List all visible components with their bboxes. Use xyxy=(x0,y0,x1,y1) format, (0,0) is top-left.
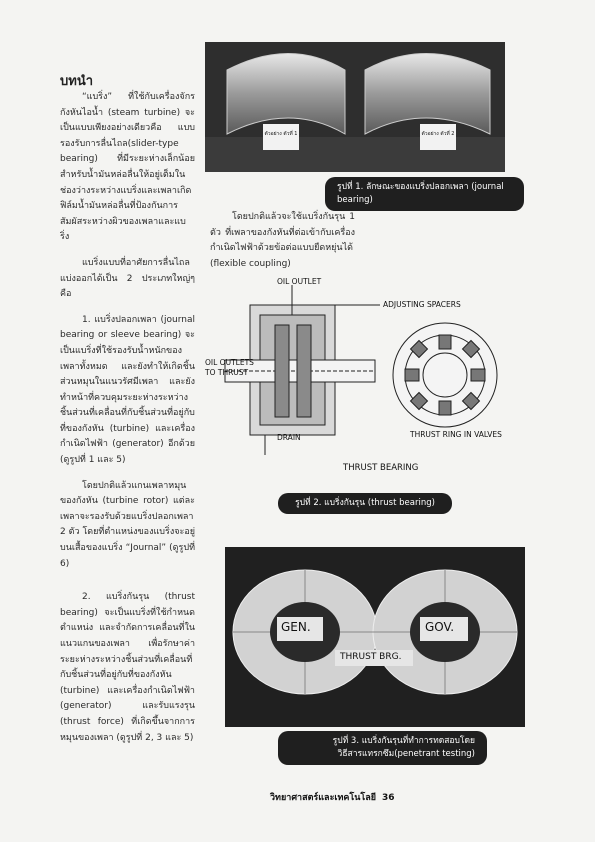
figure1-caption: รูปที่ 1. ลักษณะของแบริ่งปลอกเพลา (journal bearing) xyxy=(325,177,524,211)
paragraph-flexible-coupling: โดยปกติแล้วจะใช้แบริ่งกันรุน 1 ตัว ที่เพลาของกังหันที่ต่อเข้ากับเครื่องกำเนิดไฟฟ้าด้วยข้อต่อแบบยืดหยุ่นได้ (flexible coupling) xyxy=(210,212,355,269)
figure2-caption: รูปที่ 2. แบริ่งกันรุน (thrust bearing) xyxy=(278,493,452,514)
figure1-label-left: ตัวอย่าง ตัวที่ 1 xyxy=(264,131,298,137)
label-oil-outlets-to-thrust: OIL OUTLETS TO THRUST xyxy=(205,358,254,377)
plate-label-thrust-brg: THRUST BRG. xyxy=(340,652,402,662)
paragraph-rotor: โดยปกติแล้วแกนเพลาหมุนของกังหัน (turbine rotor) แต่ละเพลาจะรองรับด้วยแบริ่งปลอกเพลา 2 ตัว โดยที่ตำแหน่งของแบริ่งจะอยู่บนเสื้อของแบริ่ง “Journal” (ดูรูปที่ 6) xyxy=(60,480,195,569)
paragraph-types: แบริ่งแบบที่อาศัยการลื่นไถลแบ่งออกได้เป็น 2 ประเภทใหญ่ๆ คือ xyxy=(60,257,195,300)
figure3-caption-line1: รูปที่ 3. แบริ่งกันรุนที่ทำการทดสอบโดย xyxy=(332,736,475,746)
paragraph-intro: “แบริ่ง” ที่ใช้กับเครื่องจักรกังหันไอน้ำ (steam turbine) จะเป็นแบบเพียงอย่างเดียวคือ แบบรองรับการลื่นไถล(slider-type bearing) ที่มีระยะห่างเล็กน้อยสำหรับน้ำมันหล่อลื่นให้อยู่เต็มในช่องว่างระหว่างแบริ่งและเพลาเกิดฟิล์มน้ำมันหล่อลื่นที่ป้องกันการสัมผัสระหว่างผิวของเพลาและแบริ่ง xyxy=(60,92,195,243)
page-number: 36 xyxy=(382,793,395,803)
label-drain: DRAIN xyxy=(277,433,301,442)
plate-label-gov: GOV. xyxy=(425,620,455,634)
journal-name: วิทยาศาสตร์และเทคโนโลยี xyxy=(270,793,377,803)
paragraph-thrust: 2. แบริ่งกันรุน (thrust bearing) จะเป็นแบริ่งที่ใช้กำหนดตำแหน่ง และจำกัดการเคลื่อนที่ในแนวแกนของเพลา เพื่อรักษาค่าระยะห่างระหว่างชิ้นส่วนที่เคลื่อนที่กับชิ้นส่วนที่อยู่กับที่ของกังหัน (turbine) และเครื่องกำเนิดไฟฟ้า (generator) และรับแรงรุน (thrust force) ที่เกิดขึ้นจากการหมุนของเพลา (ดูรูปที่ 2, 3 และ 5) xyxy=(60,592,195,743)
figure3-caption xyxy=(278,731,487,765)
journal-bearing-image xyxy=(205,42,505,172)
thrust-bearing-plates-image xyxy=(225,547,525,727)
figure1-label-right: ตัวอย่าง ตัวที่ 2 xyxy=(421,131,455,137)
figure1-photo xyxy=(205,42,505,172)
label-thrust-ring: THRUST RING IN VALVES xyxy=(410,430,502,439)
right-paragraph xyxy=(210,210,355,282)
label-thrust-bearing: THRUST BEARING xyxy=(343,463,419,473)
figure3-photo xyxy=(225,547,525,727)
plate-label-gen: GEN. xyxy=(281,620,311,634)
label-oil-outlet: OIL OUTLET xyxy=(277,277,322,286)
paragraph-journal: 1. แบริ่งปลอกเพลา (journal bearing or sleeve bearing) จะเป็นแบริ่งที่ใช้รองรับน้ำหนักของเพลาทั้งหมด และยังทำให้เกิดชิ้นส่วนหมุนในแนวรัศมีเพลา และยังทำหน้าที่ควบคุมระยะห่างระหว่างชิ้นส่วนที่เคลื่อนที่กับชิ้นส่วนที่อยู่กับที่ของกังหัน (turbine) และเครื่องกำเนิดไฟฟ้า (generator) อีกด้วย (ดูรูปที่ 1 และ 5) xyxy=(60,314,195,466)
figure3-caption-line2: วิธีสารแทรกซึม(penetrant testing) xyxy=(337,749,475,759)
figure2-diagram xyxy=(205,275,505,480)
section-heading: บทนำ xyxy=(60,74,94,89)
page-footer xyxy=(270,790,395,804)
label-adjusting-spacers: ADJUSTING SPACERS xyxy=(383,300,461,309)
left-column xyxy=(60,90,195,756)
